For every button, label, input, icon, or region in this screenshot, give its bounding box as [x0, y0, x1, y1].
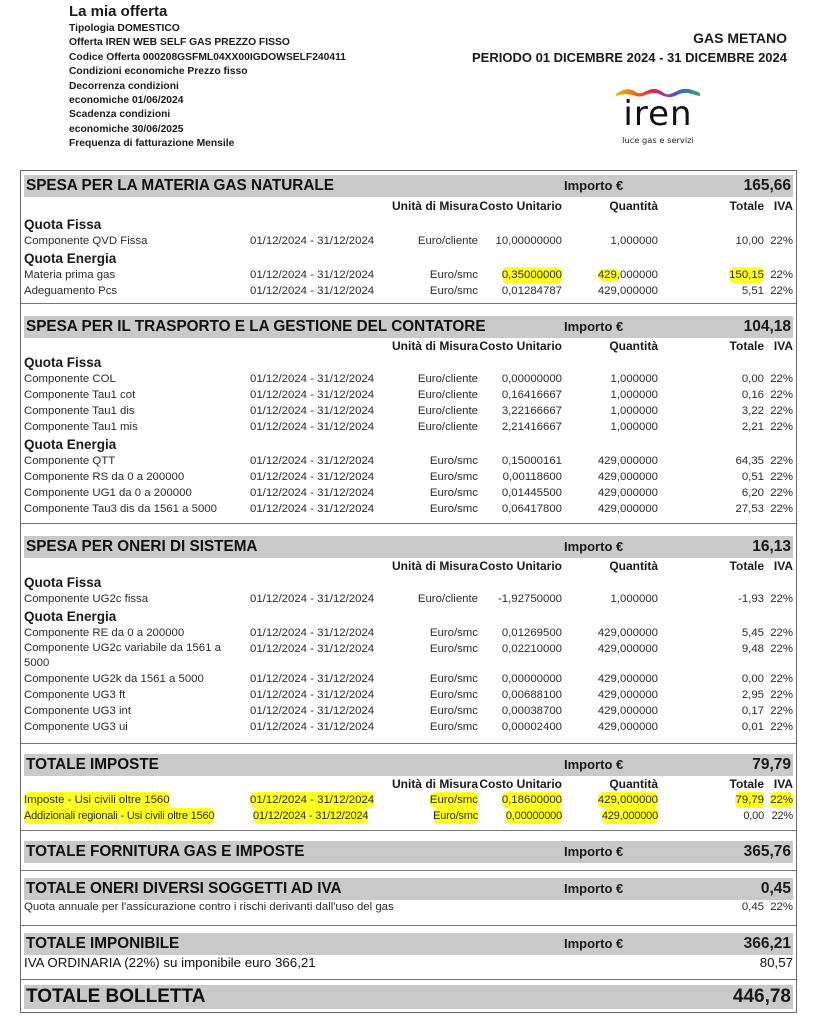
row-iva: 22% [770, 901, 793, 913]
section-totale-bolletta [21, 980, 796, 1013]
row-um: Euro/smc [429, 721, 478, 733]
row-desc: Adeguamento Pcs [24, 285, 118, 297]
row-cu: 0,16416667 [501, 389, 562, 401]
row-q: 429,000000 [597, 705, 658, 717]
row-q: 1,000000 [610, 405, 658, 417]
col-iva: IVA [773, 199, 793, 213]
row-iva-amount: 80,57 [759, 955, 793, 970]
table-row [21, 371, 796, 387]
section-header [24, 878, 793, 900]
row-period: 01/12/2024 - 31/12/2024 [250, 487, 375, 499]
row-iva: 22% [770, 673, 793, 685]
row-iva: 22% [770, 794, 793, 806]
section-title: TOTALE IMPOSTE [26, 756, 159, 773]
section-imposte [21, 744, 796, 831]
col-iva: IVA [773, 339, 793, 353]
row-um: Euro/cliente [417, 389, 478, 401]
row-um: Euro/smc [429, 285, 478, 297]
row-cu: -1,92750000 [498, 593, 562, 605]
row-period: 01/12/2024 - 31/12/2024 [250, 269, 375, 281]
row-um: Euro/smc [429, 487, 478, 499]
row-tot: 0,01 [741, 721, 764, 733]
group-quota-energia: Quota Energia [24, 437, 117, 452]
table-row [21, 469, 796, 485]
service-type: GAS METANO [693, 30, 787, 46]
row-period: 01/12/2024 - 31/12/2024 [250, 627, 375, 639]
group-quota-energia: Quota Energia [24, 609, 117, 624]
row-cu: 0,00000000 [501, 673, 562, 685]
row-period: 01/12/2024 - 31/12/2024 [250, 643, 375, 655]
col-totale: Totale [729, 199, 764, 213]
table-row [21, 719, 796, 735]
row-q: 429,000000 [597, 487, 658, 499]
logo-tagline: luce gas e servizi [622, 135, 694, 145]
row-um: Euro/cliente [417, 235, 478, 247]
section-header [24, 754, 793, 776]
row-iva: 22% [770, 471, 793, 483]
row-um: Euro/smc [429, 794, 478, 806]
col-unita-misura: Unità di Misura [391, 559, 478, 573]
row-tot: 2,21 [741, 421, 764, 433]
section-title: SPESA PER IL TRASPORTO E LA GESTIONE DEL CONTATORE [26, 318, 486, 335]
row-period: 01/12/2024 - 31/12/2024 [250, 455, 375, 467]
offer-end-label: Scadenza condizioni [69, 109, 171, 121]
row-iva: 22% [770, 705, 793, 717]
row-cu: 0,18600000 [501, 794, 562, 806]
column-headers [21, 198, 796, 214]
row-desc: Componente QVD Fissa [24, 235, 148, 247]
col-costo-unitario: Costo Unitario [479, 777, 562, 791]
row-q: 429,000000 [597, 627, 658, 639]
row-iva: 22% [770, 503, 793, 515]
row-period: 01/12/2024 - 31/12/2024 [250, 373, 375, 385]
row-iva: 22% [770, 689, 793, 701]
row-iva: 22% [771, 810, 793, 822]
section-materia-gas [21, 171, 796, 304]
row-q: 429,000000 [597, 673, 658, 685]
row-q: 1,000000 [610, 421, 658, 433]
row-desc: Componente RS da 0 a 200000 [24, 471, 185, 483]
row-period: 01/12/2024 - 31/12/2024 [250, 235, 375, 247]
table-row [21, 233, 796, 249]
section-amount: 16,13 [752, 538, 791, 555]
table-row [21, 453, 796, 469]
row-iva: 22% [770, 455, 793, 467]
row-desc: Componente QTT [24, 455, 116, 467]
billing-period: PERIODO 01 DICEMBRE 2024 - 31 DICEMBRE 2024 [472, 50, 787, 65]
row-desc: Componente Tau3 dis da 1561 a 5000 [24, 503, 217, 515]
row-desc: Componente UG3 int [24, 705, 132, 717]
row-um: Euro/cliente [417, 593, 478, 605]
importo-label: Importo € [564, 319, 624, 334]
offer-billing-frequency: Frequenza di fatturazione Mensile [69, 138, 235, 150]
row-tot: -1,93 [738, 593, 764, 605]
col-costo-unitario: Costo Unitario [479, 559, 562, 573]
row-q: 429,000000 [597, 643, 658, 655]
row-um: Euro/smc [429, 503, 478, 515]
row-tot-highlighted: 150,15 [729, 269, 764, 281]
offer-details [69, 2, 409, 152]
row-tot: 64,35 [735, 455, 764, 467]
row-tot: 3,22 [741, 405, 764, 417]
col-totale: Totale [729, 339, 764, 353]
offer-type: Tipologia DOMESTICO [69, 23, 180, 34]
row-q: 429,000000 [597, 503, 658, 515]
table-row [21, 283, 796, 299]
total-amount: 446,78 [732, 986, 791, 1007]
row-period: 01/12/2024 - 31/12/2024 [250, 673, 375, 685]
table-row [21, 703, 796, 719]
row-q: 1,000000 [610, 593, 658, 605]
table-row [21, 671, 796, 687]
table-row [21, 625, 796, 641]
row-iva: 22% [770, 627, 793, 639]
row-q-rest: 000000 [619, 269, 658, 281]
section-header [24, 175, 793, 197]
row-q: 1,000000 [610, 235, 658, 247]
section-amount: 165,66 [743, 177, 791, 194]
section-header [24, 933, 793, 955]
importo-label: Importo € [564, 936, 624, 951]
importo-label: Importo € [564, 881, 624, 896]
table-row [21, 403, 796, 419]
row-desc: Componente UG2c variabile da 1561 a 5000 [24, 642, 221, 669]
row-cu: 3,22166667 [501, 405, 562, 417]
importo-label: Importo € [564, 178, 624, 193]
row-cu: 0,01284787 [501, 285, 562, 297]
row-iva: 22% [770, 285, 793, 297]
section-trasporto [21, 304, 796, 524]
col-totale: Totale [729, 559, 764, 573]
row-period: 01/12/2024 - 31/12/2024 [250, 405, 375, 417]
section-header [24, 316, 793, 338]
row-cu: 0,02210000 [501, 643, 562, 655]
row-desc: Componente COL [24, 373, 116, 385]
importo-label: Importo € [564, 539, 624, 554]
col-totale: Totale [729, 777, 764, 791]
row-period: 01/12/2024 - 31/12/2024 [250, 689, 375, 701]
row-iva: 22% [770, 721, 793, 733]
row-cu: 0,00118600 [502, 471, 562, 483]
row-period: 01/12/2024 - 31/12/2024 [250, 389, 375, 401]
row-um: Euro/smc [429, 471, 478, 483]
offer-start-date: economiche 01/06/2024 [69, 95, 184, 107]
col-unita-misura: Unità di Misura [391, 199, 478, 213]
row-desc: Componente Tau1 cot [24, 389, 136, 401]
row-desc: Imposte - Usi civili oltre 1560 [24, 794, 170, 806]
col-quantita: Quantità [609, 339, 658, 353]
row-period: 01/12/2024 - 31/12/2024 [250, 593, 375, 605]
row-q: 429,000000 [597, 794, 658, 806]
row-cu: 0,00000000 [501, 373, 562, 385]
iren-logo [612, 86, 704, 148]
row-desc: Componente UG1 da 0 a 200000 [24, 487, 192, 499]
row-q: 429,000000 [597, 471, 658, 483]
row-tot: 5,51 [741, 285, 764, 297]
row-iva: 22% [770, 373, 793, 385]
row-q [598, 267, 658, 283]
row-um: Euro/cliente [417, 373, 478, 385]
row-iva: 22% [770, 389, 793, 401]
row-desc: Componente Tau1 dis [24, 405, 135, 417]
section-amount: 0,45 [760, 880, 791, 897]
row-tot: 6,20 [741, 487, 764, 499]
row-tot: 0,00 [741, 373, 764, 385]
table-row [21, 808, 796, 824]
row-iva: 22% [770, 269, 793, 281]
section-imponibile [21, 926, 796, 980]
section-header [24, 841, 793, 863]
row-um: Euro/cliente [417, 421, 478, 433]
row-um: Euro/smc [429, 673, 478, 685]
bill-summary [20, 170, 797, 1013]
row-desc: Quota annuale per l'assicurazione contro i rischi derivanti dall'uso del gas [24, 901, 394, 913]
row-tot: 0,16 [741, 389, 764, 401]
row-period: 01/12/2024 - 31/12/2024 [250, 285, 375, 297]
row-desc: Componente UG2k da 1561 a 5000 [24, 673, 204, 685]
table-row [21, 267, 796, 283]
section-header [24, 985, 793, 1009]
table-row [21, 899, 796, 915]
row-tot: 5,45 [741, 627, 764, 639]
section-amount: 104,18 [743, 318, 791, 335]
row-desc: Componente UG3 ft [24, 689, 126, 701]
group-quota-fissa: Quota Fissa [24, 355, 102, 370]
row-tot: 0,00 [743, 810, 764, 822]
importo-label: Importo € [564, 757, 624, 772]
offer-title: La mia offerta [69, 3, 168, 20]
section-amount: 366,21 [743, 935, 791, 952]
row-cu: 0,15000161 [501, 455, 562, 467]
column-headers [21, 776, 796, 792]
row-desc: Componente RE da 0 a 200000 [24, 627, 185, 639]
row-um: Euro/smc [429, 455, 478, 467]
table-row [21, 792, 796, 808]
row-q: 429,000000 [597, 455, 658, 467]
offer-conditions: Condizioni economiche Prezzo fisso [69, 66, 248, 78]
col-unita-misura: Unità di Misura [391, 339, 478, 353]
row-cu: 2,21416667 [501, 421, 562, 433]
row-desc: Componente UG3 ui [24, 721, 128, 733]
row-q-highlighted-part: 429, [597, 269, 620, 281]
row-desc: Materia prima gas [24, 269, 116, 281]
row-cu: 0,00002400 [501, 721, 562, 733]
row-um: Euro/smc [429, 705, 478, 717]
row-tot: 27,53 [735, 503, 764, 515]
row-tot: 0,00 [741, 673, 764, 685]
row-um: Euro/smc [429, 627, 478, 639]
section-fornitura [21, 831, 796, 871]
row-period: 01/12/2024 - 31/12/2024 [253, 810, 369, 822]
section-title: TOTALE FORNITURA GAS E IMPOSTE [26, 843, 305, 860]
row-period: 01/12/2024 - 31/12/2024 [250, 721, 375, 733]
section-oneri-diversi [21, 871, 796, 926]
offer-end-date: economiche 30/06/2025 [69, 123, 184, 135]
column-headers [21, 558, 796, 574]
col-quantita: Quantità [609, 199, 658, 213]
row-desc: IVA ORDINARIA (22%) su imponibile euro 366,21 [24, 955, 316, 970]
section-title: SPESA PER LA MATERIA GAS NATURALE [26, 177, 334, 194]
row-period: 01/12/2024 - 31/12/2024 [250, 503, 375, 515]
section-oneri-sistema [21, 524, 796, 744]
row-cu: 0,01269500 [501, 627, 562, 639]
col-unita-misura: Unità di Misura [391, 777, 478, 791]
row-um: Euro/smc [429, 689, 478, 701]
row-tot: 0,45 [741, 901, 764, 913]
row-cu: 0,00688100 [501, 689, 562, 701]
row-desc: Addizionali regionali - Usi civili oltre 1560 [24, 810, 215, 822]
col-costo-unitario: Costo Unitario [479, 199, 562, 213]
table-row [21, 641, 796, 671]
offer-code: Codice Offerta 000208GSFML04XX00IGDOWSELF240411 [69, 51, 346, 63]
row-desc: Componente Tau1 mis [24, 421, 138, 433]
row-um: Euro/smc [433, 810, 478, 822]
bill-header [447, 30, 787, 67]
row-cu: 0,00000000 [505, 810, 562, 822]
section-title: TOTALE ONERI DIVERSI SOGGETTI AD IVA [26, 880, 342, 897]
row-um: Euro/cliente [417, 405, 478, 417]
row-q: 429,000000 [597, 689, 658, 701]
offer-start-label: Decorrenza condizioni [69, 80, 179, 92]
section-title: TOTALE BOLLETTA [26, 986, 206, 1007]
table-row [21, 955, 796, 971]
col-quantita: Quantità [609, 777, 658, 791]
section-title: TOTALE IMPONIBILE [26, 935, 180, 952]
section-header [24, 536, 793, 558]
table-row [21, 419, 796, 435]
row-tot: 2,95 [741, 689, 764, 701]
table-row [21, 501, 796, 517]
row-q: 429,000000 [597, 721, 658, 733]
row-desc: Componente UG2c fissa [24, 593, 149, 605]
row-iva: 22% [770, 643, 793, 655]
group-quota-fissa: Quota Fissa [24, 217, 102, 232]
row-um: Euro/smc [429, 643, 478, 655]
table-row [21, 687, 796, 703]
group-quota-energia: Quota Energia [24, 251, 117, 266]
row-tot: 9,48 [741, 643, 764, 655]
row-um: Euro/smc [429, 269, 478, 281]
row-q: 429,000000 [601, 810, 658, 822]
row-tot: 0,51 [741, 471, 764, 483]
row-period: 01/12/2024 - 31/12/2024 [250, 471, 375, 483]
row-iva: 22% [770, 405, 793, 417]
col-iva: IVA [773, 777, 793, 791]
row-period: 01/12/2024 - 31/12/2024 [250, 421, 375, 433]
row-cu-highlighted: 0,35000000 [501, 269, 562, 281]
row-q: 1,000000 [610, 389, 658, 401]
row-cu: 0,06417800 [501, 503, 562, 515]
row-iva: 22% [770, 593, 793, 605]
section-amount: 365,76 [743, 843, 791, 860]
row-cu: 0,01445500 [501, 487, 562, 499]
row-q: 429,000000 [597, 285, 658, 297]
row-q: 1,000000 [610, 373, 658, 385]
offer-name: Offerta IREN WEB SELF GAS PREZZO FISSO [69, 37, 290, 49]
col-costo-unitario: Costo Unitario [479, 339, 562, 353]
table-row [21, 485, 796, 501]
table-row [21, 591, 796, 607]
col-iva: IVA [773, 559, 793, 573]
section-amount: 79,79 [752, 756, 791, 773]
table-row [21, 387, 796, 403]
column-headers [21, 338, 796, 354]
row-tot: 79,79 [735, 794, 764, 806]
row-tot: 0,17 [741, 705, 764, 717]
group-quota-fissa: Quota Fissa [24, 575, 102, 590]
row-cu: 0,00038700 [501, 705, 562, 717]
row-tot: 10,00 [735, 235, 764, 247]
row-period: 01/12/2024 - 31/12/2024 [250, 794, 375, 806]
importo-label: Importo € [564, 844, 624, 859]
row-cu: 10,00000000 [495, 235, 562, 247]
col-quantita: Quantità [609, 559, 658, 573]
row-period: 01/12/2024 - 31/12/2024 [250, 705, 375, 717]
row-iva: 22% [770, 487, 793, 499]
row-iva: 22% [770, 421, 793, 433]
section-title: SPESA PER ONERI DI SISTEMA [26, 538, 258, 555]
logo-wordmark: iren [623, 94, 693, 134]
row-iva: 22% [770, 235, 793, 247]
